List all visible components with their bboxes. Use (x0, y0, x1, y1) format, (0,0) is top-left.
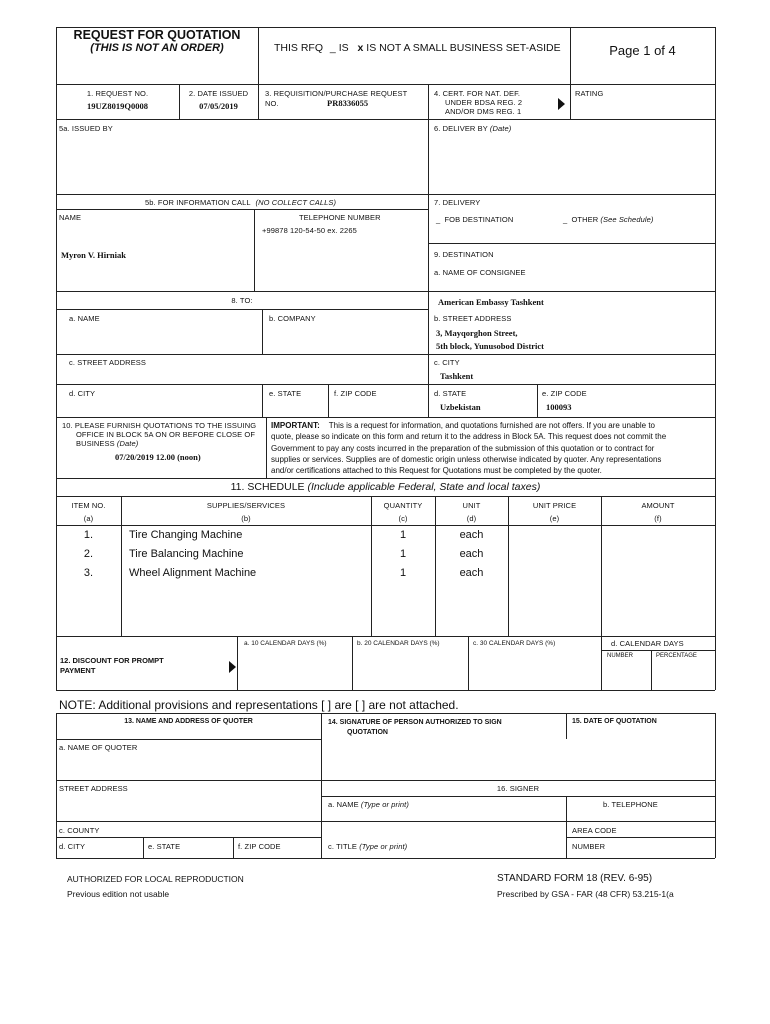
telephone-label: TELEPHONE NUMBER (299, 213, 381, 222)
signer-label: 16. SIGNER (496, 784, 540, 793)
col-quantity-label: QUANTITY (383, 501, 423, 510)
requisition-value[interactable]: PR8336055 (327, 98, 369, 108)
fob-label: FOB DESTINATION (444, 215, 514, 224)
discount-label-line-1: 12. DISCOUNT FOR PROMPT (60, 656, 164, 665)
fob-option[interactable] (436, 215, 513, 224)
schedule-title-text: 11. SCHEDULE (230, 481, 305, 493)
row-item-no: 2. (83, 548, 94, 560)
to-label: 8. TO: (231, 296, 253, 305)
consignee-label: a. NAME OF CONSIGNEE (434, 268, 526, 277)
discount-calendar-days: d. CALENDAR DAYS (611, 639, 684, 648)
row-item-no: 1. (83, 529, 94, 541)
delivery-label: 7. DELIVERY (434, 198, 481, 207)
to-zip-label: f. ZIP CODE (334, 389, 377, 398)
caller-name-label: NAME (59, 213, 82, 222)
signature-label-line-2: QUOTATION (347, 729, 388, 736)
signer-name-text: a. NAME (328, 800, 359, 809)
cert-arrow-icon (558, 98, 565, 110)
dest-zip-label: e. ZIP CODE (542, 389, 587, 398)
area-code-label: AREA CODE (572, 826, 617, 835)
rfq-prefix: THIS RFQ (274, 42, 323, 54)
info-call-text: 5b. FOR INFORMATION CALL (145, 198, 251, 207)
row-unit[interactable]: each (459, 567, 484, 579)
quotation-date-label: 15. DATE OF QUOTATION (572, 718, 657, 725)
dest-city-value[interactable]: Tashkent (440, 371, 474, 381)
rfq-is-blank: _ (329, 42, 336, 54)
date-issued-value[interactable]: 07/05/2019 (199, 101, 238, 111)
dest-state-value[interactable]: Uzbekistan (440, 402, 481, 412)
row-description[interactable]: Tire Balancing Machine (129, 548, 244, 560)
footer-reproduction: AUTHORIZED FOR LOCAL REPRODUCTION (67, 874, 244, 884)
phone-number-label: NUMBER (572, 842, 606, 851)
discount-10-days[interactable]: a. 10 CALENDAR DAYS (%) (244, 640, 327, 647)
quoter-county-label: c. COUNTY (59, 826, 100, 835)
other-note: (See Schedule) (600, 215, 654, 224)
col-amount-sub: (f) (654, 514, 662, 523)
discount-arrow-icon (229, 661, 236, 673)
signer-name-note: (Type or print) (360, 800, 409, 809)
col-amount-label: AMOUNT (641, 501, 675, 510)
quote-deadline-line-1: 10. PLEASE FURNISH QUOTATIONS TO THE ISSUING (62, 421, 257, 430)
requisition-no-label: NO. (265, 99, 279, 108)
col-quantity-sub: (c) (398, 514, 408, 523)
info-call-label (145, 198, 336, 207)
form-subtitle: (THIS IS NOT AN ORDER) (90, 42, 224, 54)
important-line-1 (271, 420, 666, 431)
cert-line-1: 4. CERT. FOR NAT. DEF. (434, 89, 521, 98)
signature-label (328, 718, 502, 738)
col-item-sub: (a) (83, 514, 94, 523)
consignee-value[interactable]: American Embassy Tashkent (438, 297, 544, 307)
quoter-state-label: e. STATE (148, 842, 181, 851)
discount-20-days[interactable]: b. 20 CALENDAR DAYS (%) (357, 640, 440, 647)
cert-line-2: UNDER BDSA REG. 2 (445, 98, 523, 107)
rating-label: RATING (575, 89, 604, 98)
other-label: OTHER (571, 215, 599, 224)
cert-line-3: AND/OR DMS REG. 1 (445, 107, 522, 116)
row-description[interactable]: Wheel Alignment Machine (129, 567, 257, 579)
dest-street-line-2[interactable]: 5th block, Yunusobod District (436, 341, 545, 351)
discount-percentage-label: PERCENTAGE (656, 653, 697, 659)
dest-city-label: c. CITY (434, 358, 460, 367)
quoter-zip-label: f. ZIP CODE (238, 842, 281, 851)
fob-blank: _ (436, 215, 441, 224)
schedule-title (56, 481, 715, 493)
footer-previous-edition: Previous edition not usable (67, 889, 170, 899)
important-line-2: quote, please so indicate on this form and return it to the address in Block 5A. This request does not commit the (271, 432, 667, 442)
col-supplies-sub: (b) (241, 514, 251, 523)
row-unit[interactable]: each (459, 548, 484, 560)
rfq-mark: x (357, 42, 364, 54)
quoter-block-label: 13. NAME AND ADDRESS OF QUOTER (124, 718, 253, 725)
quote-deadline-value[interactable]: 07/20/2019 12.00 (noon) (115, 452, 201, 462)
important-line-5: and/or certifications attached to this Request for Quotations must be completed by the quoter. (271, 466, 602, 476)
deliver-by-label (434, 124, 511, 133)
discount-number-label: NUMBER (607, 653, 634, 659)
other-option[interactable] (563, 215, 654, 224)
signer-title-label (328, 842, 407, 851)
signer-name-label (328, 800, 409, 809)
destination-label: 9. DESTINATION (434, 250, 494, 259)
to-street-label: c. STREET ADDRESS (69, 358, 146, 367)
dest-street-line-1[interactable]: 3, Mayqorghon Street, (436, 328, 518, 338)
col-unit-price-sub: (e) (549, 514, 560, 523)
dest-state-label: d. STATE (434, 389, 467, 398)
requisition-label: 3. REQUISITION/PURCHASE REQUEST (265, 89, 408, 98)
caller-name-value[interactable]: Myron V. Hirniak (61, 250, 126, 260)
form-title: REQUEST FOR QUOTATION (73, 28, 241, 42)
footer-prescribed-by: Prescribed by GSA - FAR (48 CFR) 53.215-1(a (497, 889, 674, 899)
rfq-is: IS (338, 42, 349, 54)
deliver-by-text: 6. DELIVER BY (434, 124, 488, 133)
quote-deadline-line-3 (76, 439, 138, 448)
quoter-city-label: d. CITY (59, 842, 86, 851)
to-city-label: d. CITY (69, 389, 96, 398)
quote-deadline-business: BUSINESS (76, 439, 115, 448)
dest-street-label: b. STREET ADDRESS (434, 314, 512, 323)
to-name-label: a. NAME (69, 314, 100, 323)
request-no-label: 1. REQUEST NO. (86, 89, 149, 98)
row-quantity[interactable]: 1 (399, 548, 407, 560)
col-unit-price-label: UNIT PRICE (532, 501, 577, 510)
row-quantity[interactable]: 1 (399, 567, 407, 579)
request-no-value[interactable]: 19UZ8019Q0008 (87, 101, 148, 111)
quoter-street-label: STREET ADDRESS (59, 784, 128, 793)
important-line-4: supplies or services. Supplies are of domestic origin unless otherwise indicated by quoter. Any representations (271, 454, 662, 464)
discount-label-line-2: PAYMENT (60, 666, 96, 675)
discount-label (60, 656, 164, 676)
signer-title-note: (Type or print) (359, 842, 408, 851)
row-item-no: 3. (83, 567, 94, 579)
attachments-note: NOTE: Additional provisions and representations [ ] are [ ] are not attached. (59, 698, 459, 712)
page-indicator: Page 1 of 4 (609, 43, 676, 58)
footer-standard-form: STANDARD FORM 18 (REV. 6-95) (497, 873, 653, 884)
signer-title-text: c. TITLE (328, 842, 358, 851)
deliver-by-note: (Date) (489, 124, 512, 133)
telephone-value[interactable]: +99878 120-54-50 ex. 2265 (262, 226, 357, 235)
quote-deadline-note: (Date) (116, 439, 139, 448)
info-call-note: (NO COLLECT CALLS) (255, 198, 337, 207)
to-state-label: e. STATE (269, 389, 302, 398)
rfq-suffix: IS NOT A SMALL BUSINESS SET-ASIDE (366, 42, 561, 54)
row-description[interactable]: Tire Changing Machine (129, 529, 243, 541)
date-issued-label: 2. DATE ISSUED (188, 89, 249, 98)
row-quantity[interactable]: 1 (399, 529, 407, 541)
important-text-1: This is a request for information, and quotations furnished are not offers. If you are unable to (328, 421, 655, 430)
quoter-name-label: a. NAME OF QUOTER (59, 743, 138, 752)
important-heading: IMPORTANT: (271, 421, 320, 430)
rfq-set-aside-line (274, 42, 561, 54)
quote-deadline-line-2: OFFICE IN BLOCK 5A ON OR BEFORE CLOSE OF (76, 430, 256, 439)
schedule-title-note: (Include applicable Federal, State and local taxes) (307, 481, 541, 493)
dest-zip-value[interactable]: 100093 (546, 402, 572, 412)
signature-label-line-1: 14. SIGNATURE OF PERSON AUTHORIZED TO SIGN (328, 719, 502, 726)
important-notice (271, 420, 666, 476)
col-unit-label: UNIT (462, 501, 481, 510)
discount-30-days[interactable]: c. 30 CALENDAR DAYS (%) (473, 640, 556, 647)
important-line-3: Government to pay any costs incurred in the preparation of the submission of this quotation or to contract for (271, 443, 655, 453)
col-item-label: ITEM NO. (71, 501, 106, 510)
col-unit-sub: (d) (466, 514, 477, 523)
other-blank: _ (563, 215, 568, 224)
signer-telephone-label: b. TELEPHONE (603, 800, 658, 809)
issued-by-label: 5a. ISSUED BY (59, 124, 113, 133)
row-unit[interactable]: each (459, 529, 484, 541)
to-company-label: b. COMPANY (269, 314, 316, 323)
col-supplies-label: SUPPLIES/SERVICES (206, 501, 286, 510)
